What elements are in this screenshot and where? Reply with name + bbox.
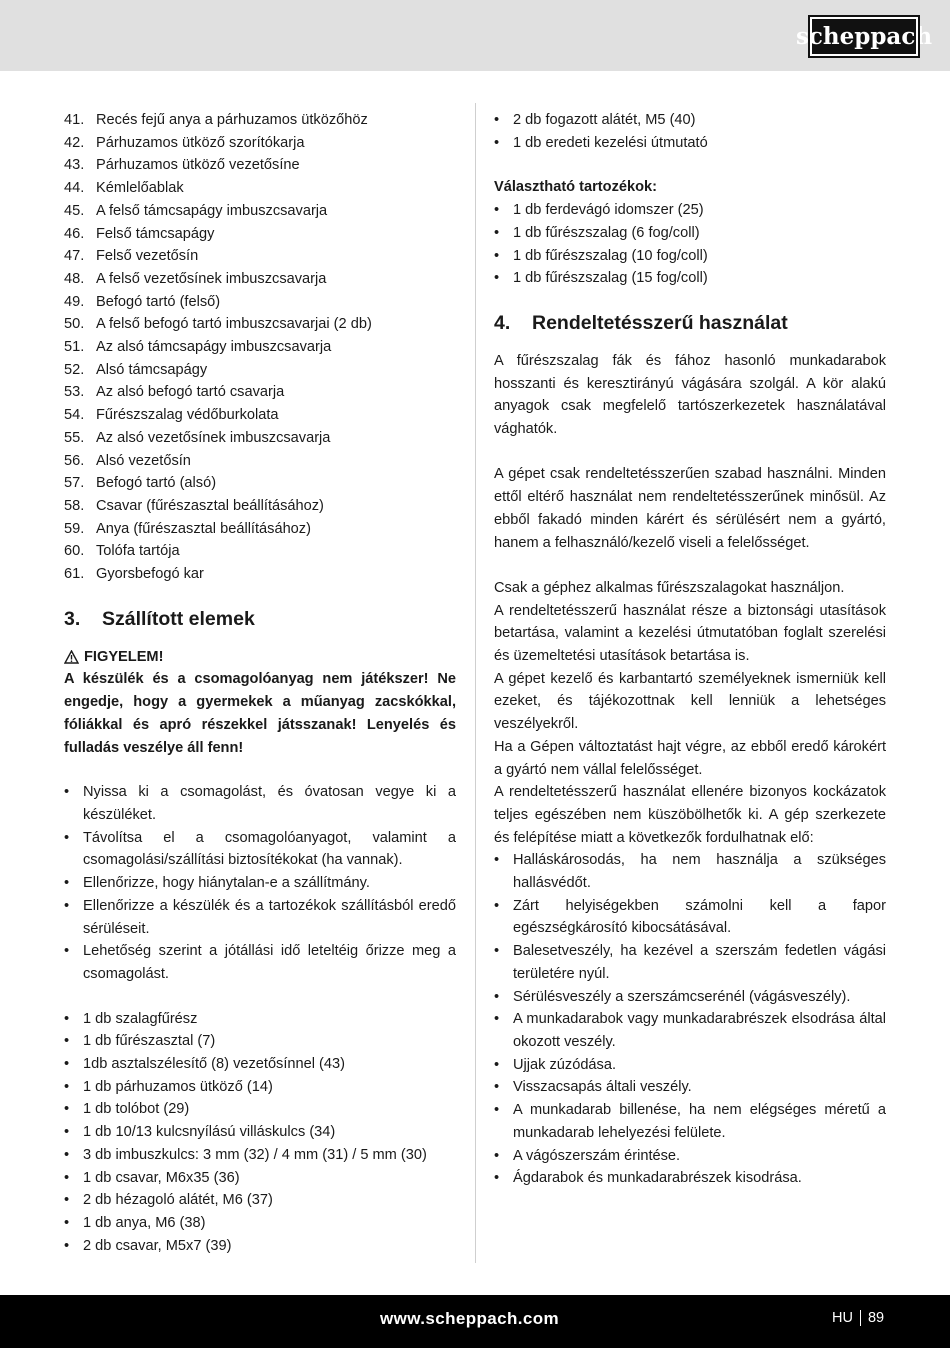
list-item: • 2 db fogazott alátét, M5 (40) [494, 109, 886, 132]
list-item: • 1 db fűrészasztal (7) [64, 1030, 456, 1053]
list-item: • Lehetőség szerint a jótállási idő leteltéig őrizze meg a csomagolást. [64, 940, 456, 985]
list-item: • Távolítsa el a csomagolóanyagot, valamint a csomagolási/szállítási biztosítékokat (ha vannak). [64, 827, 456, 872]
list-item: • Ujjak zúzódása. [494, 1054, 886, 1077]
list-item: • A munkadarab billenése, ha nem elégséges méretű a munkadarab lehelyezési felülete. [494, 1099, 886, 1144]
list-item: 43. Párhuzamos ütköző vezetősíne [64, 157, 300, 174]
intended-use-paragraph: A rendeltetésszerű használat része a biztonsági utasítások betartása, valamint a kezelési útmutatóban foglalt szerelési és üzemeltetési utasítások betartása is. [494, 602, 886, 665]
list-item: 49. Befogó tartó (felső) [64, 293, 221, 310]
list-item: 55. Az alsó vezetősínek imbuszcsavarja [64, 429, 331, 446]
list-item: • 1 db eredeti kezelési útmutató [494, 132, 886, 155]
delivery-contents [64, 1008, 456, 1258]
intended-use-paragraph: Csak a géphez alkalmas fűrészszalagokat használjon. [494, 579, 845, 596]
list-item: • 2 db csavar, M5x7 (39) [64, 1235, 456, 1258]
list-item: • Sérülésveszély a szerszámcserénél (vágásveszély). [494, 986, 886, 1009]
list-item: • 1 db anya, M6 (38) [64, 1212, 456, 1235]
list-item: • 1db asztalszélesítő (8) vezetősínnel (43) [64, 1053, 456, 1076]
left-column [64, 109, 456, 1257]
list-item: 52. Alsó támcsapágy [64, 361, 208, 378]
list-item: • 1 db fűrészszalag (10 fog/coll) [494, 245, 886, 268]
list-item: • Zárt helyiségekben számolni kell a fapor egészségkárosító kibocsátásával. [494, 895, 886, 940]
list-item: • Visszacsapás általi veszély. [494, 1076, 886, 1099]
residual-risks-list [494, 849, 886, 1190]
list-item: 60. Tolófa tartója [64, 543, 180, 560]
section-3-heading: 3. Szállított elemek [64, 607, 255, 630]
warning-text: A készülék és a csomagolóanyag nem játékszer! Ne engedje, hogy a gyermekek a műanyag zacskókkal, fóliákkal és apró részekkel játsszanak! Lenyelés és fulladás veszélye áll fenn! [64, 671, 456, 756]
separator [860, 1310, 861, 1326]
list-item: 45. A felső támcsapágy imbuszcsavarja [64, 202, 328, 219]
language-code: HU [832, 1310, 853, 1326]
intended-use-paragraph: A fűrészszalag fák és fához hasonló munkadarabok hosszanti és keresztirányú vágására szolgál. A kör alakú anyagok csak megfelelő tartószerkezetek használatával vághatók. [494, 352, 886, 438]
footer-bar [0, 1295, 950, 1348]
list-item: • 1 db 10/13 kulcsnyílású villáskulcs (34) [64, 1121, 456, 1144]
list-item: 50. A felső befogó tartó imbuszcsavarjai (2 db) [64, 316, 372, 333]
list-item: 61. Gyorsbefogó kar [64, 566, 204, 583]
delivery-contents-continued [494, 109, 886, 154]
scheppach-logo: scheppach [810, 17, 918, 56]
list-item: • Nyissa ki a csomagolást, és óvatosan vegye ki a készüléket. [64, 781, 456, 826]
list-item: • 1 db tolóbot (29) [64, 1098, 456, 1121]
section-4-heading: 4. Rendeltetésszerű használat [494, 311, 788, 334]
page-number: 89 [867, 1310, 885, 1326]
list-item: • 3 db imbuszkulcs: 3 mm (32) / 4 mm (31) / 5 mm (30) [64, 1144, 456, 1167]
list-item: 42. Párhuzamos ütköző szorítókarja [64, 134, 305, 151]
list-item: • Ágdarabok és munkadarabrészek kisodrása. [494, 1167, 886, 1190]
list-item: • 1 db párhuzamos ütköző (14) [64, 1076, 456, 1099]
right-column [494, 109, 886, 1190]
list-item: • Ellenőrizze, hogy hiánytalan-e a szállítmány. [64, 872, 456, 895]
list-item: • Halláskárosodás, ha nem használja a szükséges hallásvédőt. [494, 849, 886, 894]
intended-use-paragraph: A gépet kezelő és karbantartó személyeknek ismerniük kell ezeket, és tájékozottnak kell lenniük a lehetséges veszélyekről. [494, 670, 886, 733]
header-bar [0, 0, 950, 71]
list-item: 56. Alsó vezetősín [64, 452, 191, 469]
intended-use-paragraph: A rendeltetésszerű használat ellenére bizonyos kockázatok teljes egészében nem küszöbölhetők ki. A gép szerkezete és felépítése miatt a következők fordulhatnak elő: [494, 784, 886, 846]
list-item: • Ellenőrizze a készülék és a tartozékok szállításból eredő sérüléseit. [64, 895, 456, 940]
list-item: • 1 db csavar, M6x35 (36) [64, 1167, 456, 1190]
website-link[interactable]: www.scheppach.com [380, 1309, 560, 1328]
list-item: 53. Az alsó befogó tartó csavarja [64, 384, 285, 401]
list-item: 48. A felső vezetősínek imbuszcsavarja [64, 270, 327, 287]
intended-use-paragraph: A gépet csak rendeltetésszerűen szabad használni. Minden ettől eltérő használat nem rendeltetésszerűnek minősül. Az ebből fakadó minden kárért és sérülésért nem a gyártó, hanem a felhasználó/kezelő viseli a felelősséget. [494, 466, 886, 551]
list-item: • A munkadarabok vagy munkadarabrészek elsodrása által okozott veszély. [494, 1008, 886, 1053]
warning-triangle-icon [64, 650, 79, 664]
optional-accessories-heading: Választható tartozékok: [494, 179, 658, 196]
list-item: 58. Csavar (fűrészasztal beállításához) [64, 497, 324, 514]
list-item: • A vágószerszám érintése. [494, 1145, 886, 1168]
list-item: • 1 db fűrészszalag (6 fog/coll) [494, 222, 886, 245]
intended-use-paragraph: Ha a Gépen változtatást hajt végre, az ebből eredő károkért a gyártó nem vállal felelősséget. [494, 738, 886, 778]
list-item: 41. Recés fejű anya a párhuzamos ütközőhöz [64, 112, 368, 128]
list-item: 47. Felső vezetősín [64, 248, 199, 265]
unpacking-steps [64, 781, 456, 985]
list-item: 54. Fűrészszalag védőburkolata [64, 407, 279, 424]
list-item: • 1 db fűrészszalag (15 fog/coll) [494, 267, 886, 290]
list-item: • 2 db hézagoló alátét, M6 (37) [64, 1189, 456, 1212]
list-item: 51. Az alsó támcsapágy imbuszcsavarja [64, 339, 332, 356]
warning-heading: FIGYELEM! [64, 646, 456, 669]
list-item: 44. Kémlelőablak [64, 180, 184, 197]
list-item: • 1 db szalagfűrész [64, 1008, 456, 1031]
list-item: • 1 db ferdevágó idomszer (25) [494, 199, 886, 222]
page-indicator [832, 1310, 884, 1326]
list-item: 57. Befogó tartó (alsó) [64, 475, 217, 492]
column-divider [475, 103, 476, 1263]
list-item: 59. Anya (fűrészasztal beállításához) [64, 520, 311, 537]
list-item: 46. Felső támcsapágy [64, 225, 215, 242]
parts-list [64, 109, 456, 586]
optional-accessories-list [494, 199, 886, 290]
list-item: • Balesetveszély, ha kezével a szerszám fedetlen vágási területére nyúl. [494, 940, 886, 985]
